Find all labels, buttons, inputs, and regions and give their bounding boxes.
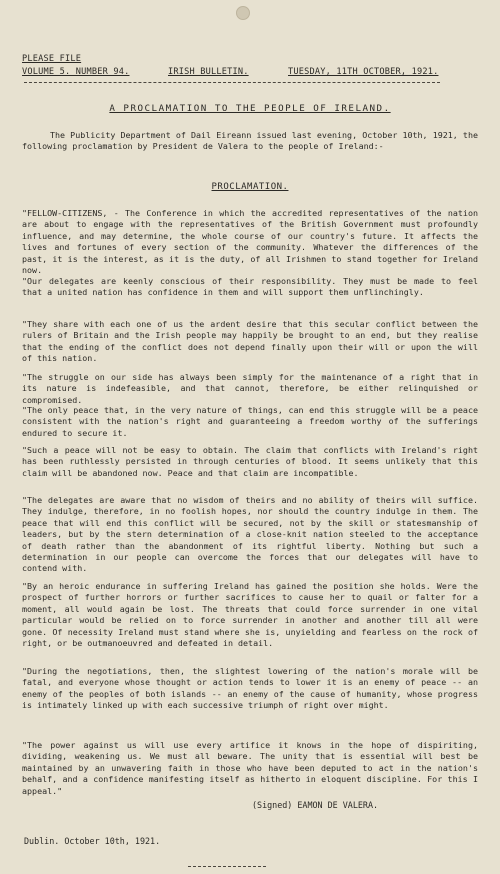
signature-line: (Signed) EAMON DE VALERA.	[252, 800, 379, 810]
proclamation-paragraph: "The struggle on our side has always been simply for the maintenance of a right that in its nature is indefeasible, and that cannot, therefore, be either relinquished or compromised.	[22, 372, 478, 405]
header-rule	[24, 82, 440, 83]
proclamation-paragraph: "The power against us will use every artifice it knows in the hope of dispiriting, dividing, weakening us. We must all beware. The unity that is essential will best be maintained by an unwavering faith in those who have been deputed to act in the nation's behalf, and a confidence manifesting itself as hitherto in eloquent discipline. For this I appeal."	[22, 740, 478, 796]
proclamation-paragraph: "By an heroic endurance in suffering Ireland has gained the position she holds. Were the prospect of further horrors or further sacrifices to cause her to quail or falter for a moment, all would again be lost. The threats that could force surrender in one vital particular would be relied on to force surrender in another and another till all were gone. Of necessity Ireland must stand where she is, unyielding and fearless on the rock of right, or be outmanoeuvred and defeated in detail.	[22, 581, 478, 649]
proclamation-paragraph: "The delegates are aware that no wisdom of theirs and no ability of theirs will suffice. They indulge, therefore, in no foolish hopes, nor should the country indulge in them. The peace that will end this conflict will be secured, not by the skill or statesmanship of leaders, but by the stern determination of a close-knit nation steeled to the acceptance of death rather than the abandonment of its rightful liberty. Nothing but such a determination in our people can overcome the forces that our delegates will have to contend with.	[22, 495, 478, 574]
intro-paragraph: The Publicity Department of Dail Eireann issued last evening, October 10th, 1921, the following proclamation by President de Valera to the people of Ireland:-	[22, 130, 478, 152]
proclamation-paragraph: "During the negotiations, then, the slightest lowering of the nation's morale will be fatal, and everyone whose thought or action tends to lower it is an enemy of peace -- an enemy of the peoples of both islands -- an enemy of the cause of humanity, whose progress is intimately linked up with each successive triumph of right over might.	[22, 666, 478, 711]
proclamation-paragraph: "Such a peace will not be easy to obtain. The claim that conflicts with Ireland's right has been ruthlessly persisted in through centuries of blood. It seems unlikely that this claim will be abandoned now. Peace and that claim are incompatible.	[22, 445, 478, 478]
issue-date: TUESDAY, 11TH OCTOBER, 1921.	[288, 67, 439, 77]
punch-hole	[236, 6, 250, 20]
file-note: PLEASE FILE	[22, 54, 82, 64]
proclamation-paragraph: "The only peace that, in the very nature of things, can end this struggle will be a peace consistent with the nation's right and guaranteeing a freedom worthy of the sufferings endured to secure it.	[22, 405, 478, 438]
dateline: Dublin. October 10th, 1921.	[24, 836, 161, 846]
proclamation-paragraph: "They share with each one of us the ardent desire that this secular conflict between the rulers of Britain and the Irish people may happily be brought to an end, but they realise that the ending of the conflict does not depend finally upon their will or upon the will of this nation.	[22, 319, 478, 364]
proclamation-paragraph: "Our delegates are keenly conscious of their responsibility. They must be made to feel that a united nation has confidence in them and will support them unflinchingly.	[22, 276, 478, 298]
publication-name: IRISH BULLETIN.	[168, 67, 249, 77]
proclamation-paragraph: "FELLOW-CITIZENS, - The Conference in which the accredited representatives of the nation are about to engage with the representatives of the British Government must profoundly influence, and may determine, the whole course of our country's future. It affects the lives and fortunes of every section of the community. Whatever the differences of the past, it is the interest, as it is the duty, of all Irishmen to stand together for Ireland now.	[22, 208, 478, 276]
page-title: A PROCLAMATION TO THE PEOPLE OF IRELAND.	[109, 103, 391, 114]
section-heading: PROCLAMATION.	[211, 182, 289, 192]
end-rule	[188, 866, 266, 867]
volume-number: VOLUME 5. NUMBER 94.	[22, 67, 130, 77]
